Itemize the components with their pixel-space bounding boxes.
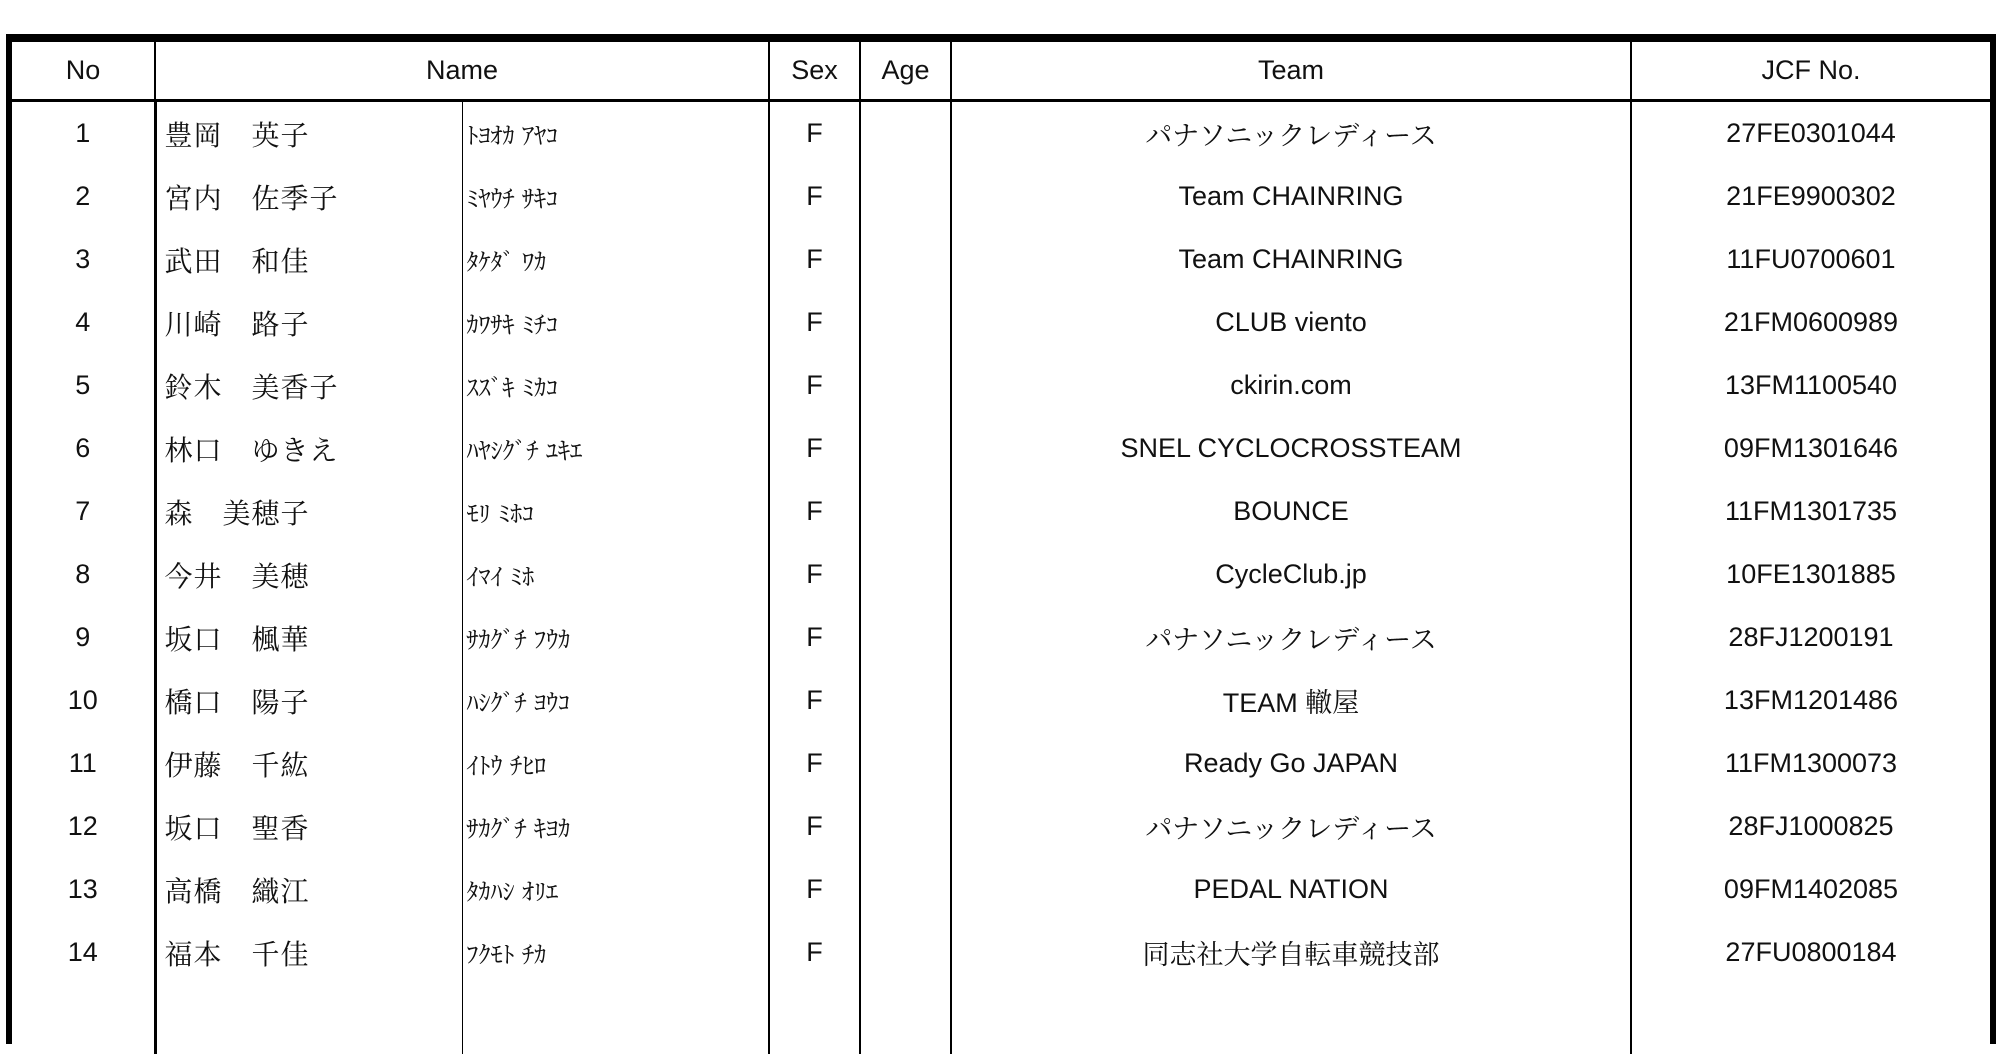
header-row (12, 42, 1990, 101)
table-row (12, 606, 1990, 669)
cell-team: ckirin.com (951, 354, 1631, 417)
cell-jcf-no: 28FJ1000825 (1631, 795, 1990, 858)
header-jcf-no: JCF No. (1631, 42, 1990, 101)
cell-jcf-no: 13FM1100540 (1631, 354, 1990, 417)
empty-row (12, 984, 1990, 1054)
cell-jcf-no: 28FJ1200191 (1631, 606, 1990, 669)
cell-name-kana: ﾊｼｸﾞﾁ ﾖｳｺ (462, 669, 769, 732)
table-row (12, 543, 1990, 606)
cell-team: CLUB viento (951, 291, 1631, 354)
cell-no: 2 (12, 165, 155, 228)
cell-sex: F (769, 228, 860, 291)
cell-name: 伊藤 千紘 (155, 732, 462, 795)
cell-jcf-no: 09FM1301646 (1631, 417, 1990, 480)
cell-name: 川崎 路子 (155, 291, 462, 354)
cell-no: 8 (12, 543, 155, 606)
header-sex: Sex (769, 42, 860, 101)
cell-team: パナソニックレディース (951, 101, 1631, 166)
cell-no: 12 (12, 795, 155, 858)
cell-no: 4 (12, 291, 155, 354)
cell-no-empty (12, 984, 155, 1054)
cell-name: 高橋 織江 (155, 858, 462, 921)
table-row (12, 858, 1990, 921)
cell-age (860, 858, 951, 921)
header-name: Name (155, 42, 769, 101)
cell-team: パナソニックレディース (951, 606, 1631, 669)
cell-no: 10 (12, 669, 155, 732)
cell-name-kana: ｻｶｸﾞﾁ ﾌｳｶ (462, 606, 769, 669)
cell-jcf-no: 13FM1201486 (1631, 669, 1990, 732)
cell-name: 武田 和佳 (155, 228, 462, 291)
cell-team: PEDAL NATION (951, 858, 1631, 921)
cell-team: 同志社大学自転車競技部 (951, 921, 1631, 984)
cell-name: 今井 美穂 (155, 543, 462, 606)
cell-name: 豊岡 英子 (155, 101, 462, 166)
cell-sex-empty (769, 984, 860, 1054)
table-row (12, 669, 1990, 732)
cell-sex: F (769, 354, 860, 417)
table-row (12, 228, 1990, 291)
cell-sex: F (769, 732, 860, 795)
cell-sex: F (769, 543, 860, 606)
table-row (12, 795, 1990, 858)
cell-team: TEAM 轍屋 (951, 669, 1631, 732)
cell-name-kana: ﾊﾔｼｸﾞﾁ ﾕｷｴ (462, 417, 769, 480)
cell-age (860, 291, 951, 354)
cell-age (860, 795, 951, 858)
cell-team-empty (951, 984, 1631, 1054)
cell-jcf-no: 27FU0800184 (1631, 921, 1990, 984)
cell-jcf-no-empty (1631, 984, 1990, 1054)
cell-no: 9 (12, 606, 155, 669)
header-team: Team (951, 42, 1631, 101)
cell-name-kana: ﾓﾘ ﾐﾎｺ (462, 480, 769, 543)
cell-name: 坂口 聖香 (155, 795, 462, 858)
cell-sex: F (769, 669, 860, 732)
table-row (12, 354, 1990, 417)
cell-name-kana: ﾀｹﾀﾞ ﾜｶ (462, 228, 769, 291)
table-row (12, 921, 1990, 984)
roster-sheet (6, 34, 1996, 1044)
cell-jcf-no: 11FM1301735 (1631, 480, 1990, 543)
cell-name: 林口 ゆきえ (155, 417, 462, 480)
cell-age (860, 101, 951, 166)
cell-age-empty (860, 984, 951, 1054)
cell-name-kana: ｽｽﾞｷ ﾐｶｺ (462, 354, 769, 417)
cell-sex: F (769, 417, 860, 480)
cell-team: Ready Go JAPAN (951, 732, 1631, 795)
cell-sex: F (769, 101, 860, 166)
table-row (12, 291, 1990, 354)
header-age: Age (860, 42, 951, 101)
cell-jcf-no: 27FE0301044 (1631, 101, 1990, 166)
cell-jcf-no: 09FM1402085 (1631, 858, 1990, 921)
table-row (12, 165, 1990, 228)
cell-name-kana: ｻｶｸﾞﾁ ｷﾖｶ (462, 795, 769, 858)
cell-age (860, 606, 951, 669)
cell-name-kana: ｲﾏｲ ﾐﾎ (462, 543, 769, 606)
cell-age (860, 921, 951, 984)
cell-no: 13 (12, 858, 155, 921)
cell-jcf-no: 21FE9900302 (1631, 165, 1990, 228)
cell-name-empty (155, 984, 462, 1054)
cell-name-kana: ﾀｶﾊｼ ｵﾘｴ (462, 858, 769, 921)
cell-name-kana: ｶﾜｻｷ ﾐﾁｺ (462, 291, 769, 354)
cell-no: 6 (12, 417, 155, 480)
cell-age (860, 669, 951, 732)
cell-name: 森 美穂子 (155, 480, 462, 543)
cell-team: CycleClub.jp (951, 543, 1631, 606)
cell-sex: F (769, 858, 860, 921)
cell-sex: F (769, 921, 860, 984)
cell-sex: F (769, 480, 860, 543)
cell-age (860, 543, 951, 606)
cell-sex: F (769, 291, 860, 354)
table-row (12, 480, 1990, 543)
cell-age (860, 732, 951, 795)
cell-no: 11 (12, 732, 155, 795)
cell-no: 3 (12, 228, 155, 291)
cell-jcf-no: 21FM0600989 (1631, 291, 1990, 354)
header-no: No (12, 42, 155, 101)
cell-name-kana: ｲﾄｳ ﾁﾋﾛ (462, 732, 769, 795)
cell-team: パナソニックレディース (951, 795, 1631, 858)
cell-jcf-no: 11FU0700601 (1631, 228, 1990, 291)
cell-name: 橋口 陽子 (155, 669, 462, 732)
table-row (12, 417, 1990, 480)
cell-team: SNEL CYCLOCROSSTEAM (951, 417, 1631, 480)
table-row (12, 101, 1990, 166)
cell-team: Team CHAINRING (951, 228, 1631, 291)
cell-age (860, 228, 951, 291)
cell-team: Team CHAINRING (951, 165, 1631, 228)
cell-no: 1 (12, 101, 155, 166)
table-body (12, 101, 1990, 1054)
table-row (12, 732, 1990, 795)
cell-jcf-no: 11FM1300073 (1631, 732, 1990, 795)
cell-name-kana: ﾄﾖｵｶ ｱﾔｺ (462, 101, 769, 166)
cell-age (860, 165, 951, 228)
cell-name-kana: ﾐﾔｳﾁ ｻｷｺ (462, 165, 769, 228)
cell-no: 7 (12, 480, 155, 543)
cell-age (860, 480, 951, 543)
roster-table (12, 42, 1990, 1054)
cell-name: 宮内 佐季子 (155, 165, 462, 228)
cell-sex: F (769, 606, 860, 669)
cell-no: 14 (12, 921, 155, 984)
cell-team: BOUNCE (951, 480, 1631, 543)
cell-age (860, 417, 951, 480)
cell-sex: F (769, 795, 860, 858)
cell-name: 坂口 楓華 (155, 606, 462, 669)
cell-jcf-no: 10FE1301885 (1631, 543, 1990, 606)
table-header (12, 42, 1990, 101)
cell-name-kana: ﾌｸﾓﾄ ﾁｶ (462, 921, 769, 984)
cell-name: 鈴木 美香子 (155, 354, 462, 417)
cell-no: 5 (12, 354, 155, 417)
cell-name: 福本 千佳 (155, 921, 462, 984)
cell-name-kana-empty (462, 984, 769, 1054)
cell-sex: F (769, 165, 860, 228)
cell-age (860, 354, 951, 417)
